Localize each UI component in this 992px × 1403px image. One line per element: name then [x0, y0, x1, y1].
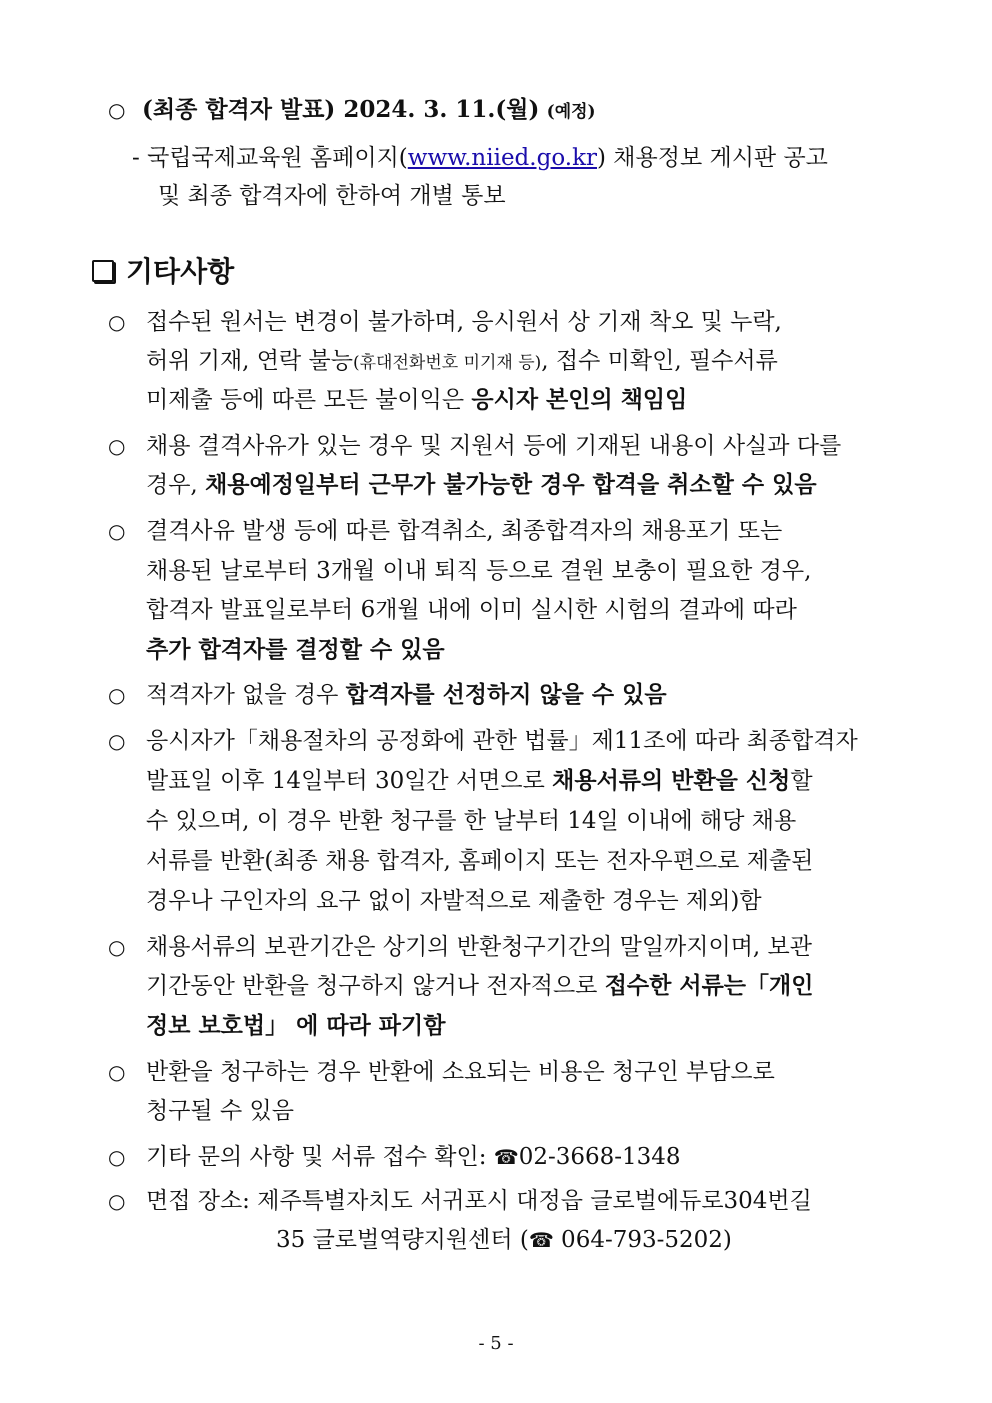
text: 경우, [146, 472, 206, 498]
text: 허위 기재, 연락 불능 [146, 348, 353, 374]
phone-icon: ☎ [528, 1228, 554, 1252]
item-line: 응시자가「채용절차의 공정화에 관한 법률」제11조에 따라 최종합격자 [146, 728, 858, 754]
item-line-bold: 추가 합격자를 결정할 수 있음 [146, 636, 445, 663]
item-line: 경우나 구인자의 요구 없이 자발적으로 제출한 경우는 제외)함 [146, 888, 762, 914]
item-line: 채용서류의 보관기간은 상기의 반환청구기간의 말일까지이며, 보관 [146, 934, 812, 960]
announcement-title-text: (최종 합격자 발표) 2024. 3. 11.(월) [142, 96, 540, 123]
bullet-icon: ○ [108, 434, 126, 458]
bullet-icon: ○ [108, 935, 126, 959]
item-line: 채용된 날로부터 3개월 이내 퇴직 등으로 결원 보충이 필요한 경우, [146, 558, 812, 584]
announcement-title [142, 92, 596, 130]
item-line: 반환을 청구하는 경우 반환에 소요되는 비용은 청구인 부담으로 [146, 1059, 775, 1085]
bullet-icon: ○ [108, 1060, 126, 1084]
announcement-sub-line2: 및 최종 합격자에 한하여 개별 통보 [158, 183, 506, 209]
phone-number: 064-793-5202) [553, 1227, 732, 1253]
bullet-icon: ○ [108, 98, 126, 122]
text: 적격자가 없을 경우 [146, 682, 346, 708]
bullet-icon: ○ [108, 729, 126, 753]
text: 기타 문의 사항 및 서류 접수 확인: [146, 1144, 494, 1170]
announcement-sub-line1 [132, 140, 828, 176]
bullet-icon: ○ [108, 1189, 126, 1213]
item-line: 결격사유 발생 등에 따른 합격취소, 최종합격자의 채용포기 또는 [146, 518, 783, 544]
page-number: - 5 - [478, 1333, 514, 1354]
item-line [146, 677, 667, 713]
section-heading [92, 252, 234, 292]
bullet-icon: ○ [108, 519, 126, 543]
checkbox-square-icon [92, 260, 114, 282]
bullet-icon: ○ [108, 1145, 126, 1169]
item-line: 합격자 발표일로부터 6개월 내에 이미 실시한 시험의 결과에 따라 [146, 597, 797, 623]
item-line: 청구될 수 있음 [146, 1098, 294, 1124]
item-line [146, 382, 687, 418]
item-line [146, 1139, 681, 1175]
item-line [146, 343, 778, 381]
text: 기간동안 반환을 청구하지 않거나 전자적으로 [146, 973, 605, 999]
announcement-title-suffix: (예정) [546, 102, 596, 122]
text-bold: 응시자 본인의 책임임 [471, 386, 688, 413]
text: 할 [790, 768, 813, 794]
bullet-icon: ○ [108, 310, 126, 334]
phone-number: 02-3668-1348 [518, 1144, 681, 1170]
text-small: (휴대전화번호 미기재 등) [353, 353, 542, 373]
text-bold: 채용서류의 반환을 신청 [552, 767, 791, 794]
sub-line1-pre: 국립국제교육원 홈페이지( [147, 145, 408, 171]
text: , 접수 미확인, 필수서류 [541, 348, 778, 374]
item-line [146, 968, 813, 1004]
text: 미제출 등에 따른 모든 불이익은 [146, 387, 472, 413]
item-line: 채용 결격사유가 있는 경우 및 지원서 등에 기재된 내용이 사실과 다를 [146, 433, 842, 459]
phone-icon: ☎ [493, 1145, 519, 1169]
item-line: 접수된 원서는 변경이 불가하며, 응시원서 상 기재 착오 및 누락, [146, 309, 782, 335]
item-line [276, 1222, 732, 1258]
bullet-icon: ○ [108, 683, 126, 707]
text: 35 글로벌역량지원센터 ( [276, 1227, 529, 1253]
item-line [146, 467, 817, 503]
text-bold: 합격자를 선정하지 않을 수 있음 [345, 681, 667, 708]
sub-line1-post: ) 채용정보 게시판 공고 [597, 145, 828, 171]
item-line: 수 있으며, 이 경우 반환 청구를 한 날부터 14일 이내에 해당 채용 [146, 808, 797, 834]
text-bold: 채용예정일부터 근무가 불가능한 경우 합격을 취소할 수 있음 [205, 471, 817, 498]
item-line [146, 763, 813, 799]
website-link[interactable]: www.niied.go.kr [407, 145, 598, 171]
item-line: 서류를 반환(최종 채용 합격자, 홈페이지 또는 전자우편으로 제출된 [146, 848, 814, 874]
text-bold: 접수한 서류는「개인 [604, 972, 814, 999]
dash: - [132, 145, 140, 171]
item-line-bold: 정보 보호법」 에 따라 파기함 [146, 1012, 446, 1039]
text: 발표일 이후 14일부터 30일간 서면으로 [146, 768, 553, 794]
section-title: 기타사항 [126, 255, 235, 288]
item-line: 면접 장소: 제주특별자치도 서귀포시 대정읍 글로벌에듀로304번길 [146, 1188, 812, 1214]
